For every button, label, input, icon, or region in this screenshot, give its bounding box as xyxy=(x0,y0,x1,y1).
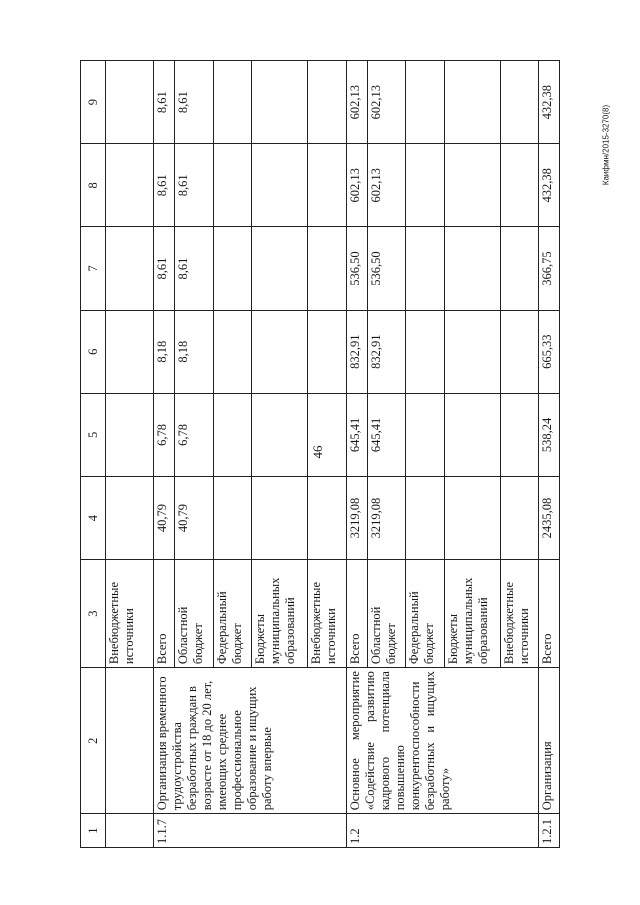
value-cell xyxy=(444,144,500,227)
name-cell: Организация xyxy=(539,668,560,814)
value-cell: 538,24 xyxy=(539,393,560,476)
header-cell: 4 xyxy=(81,477,106,560)
value-cell: 8,18 xyxy=(175,310,214,393)
value-cell: 602,13 xyxy=(346,61,367,144)
value-cell xyxy=(406,310,445,393)
value-cell: 602,13 xyxy=(367,61,406,144)
value-cell xyxy=(106,61,154,144)
name-cell: Основное мероприятие «Содействие развитию кадрового потенциала повышению конкурентоспособности безработных и ищущих работу» xyxy=(346,668,539,814)
value-cell xyxy=(500,227,539,310)
name-cell xyxy=(106,668,154,814)
header-cell: 6 xyxy=(81,310,106,393)
code-cell: 1.1.7 xyxy=(154,814,347,848)
header-cell: 7 xyxy=(81,227,106,310)
source-cell: Федеральный бюджет xyxy=(406,560,445,668)
value-cell xyxy=(213,393,252,476)
value-cell xyxy=(500,310,539,393)
value-cell: 8,61 xyxy=(154,61,175,144)
value-cell: 8,61 xyxy=(154,227,175,310)
value-cell: 536,50 xyxy=(346,227,367,310)
value-cell: 8,61 xyxy=(175,144,214,227)
value-cell: 602,13 xyxy=(367,144,406,227)
value-cell xyxy=(500,144,539,227)
source-cell: Внебюджетные источники xyxy=(500,560,539,668)
document-stamp: Каифмн/2015-3270(8) xyxy=(601,104,611,186)
header-row xyxy=(81,61,106,848)
value-cell xyxy=(444,393,500,476)
value-cell: 8,61 xyxy=(154,144,175,227)
source-cell: Федеральный бюджет xyxy=(213,560,252,668)
value-cell xyxy=(444,61,500,144)
code-cell: 1.2.1 xyxy=(539,814,560,848)
header-cell: 9 xyxy=(81,61,106,144)
value-cell: 536,50 xyxy=(367,227,406,310)
table-container xyxy=(80,60,560,848)
source-cell: Областной бюджет xyxy=(175,560,214,668)
value-cell: 432,38 xyxy=(539,144,560,227)
value-cell: 2435,08 xyxy=(539,477,560,560)
value-cell xyxy=(252,393,308,476)
source-cell: Всего xyxy=(346,560,367,668)
source-cell: Бюджеты муниципальных образований xyxy=(252,560,308,668)
source-cell: Внебюджетные источники xyxy=(106,560,154,668)
value-cell xyxy=(444,310,500,393)
source-cell: Бюджеты муниципальных образований xyxy=(444,560,500,668)
value-cell: 645,41 xyxy=(367,393,406,476)
value-cell xyxy=(406,227,445,310)
rotated-table-frame xyxy=(80,60,560,848)
table-row xyxy=(346,61,367,848)
value-cell: 3219,08 xyxy=(346,477,367,560)
value-cell xyxy=(213,144,252,227)
name-cell: Организация временного трудоустройства безработных граждан в возрасте от 18 до 20 лет, имеющих среднее профессиональное образование и ищущих работу впервые xyxy=(154,668,347,814)
value-cell: 40,79 xyxy=(154,477,175,560)
value-cell xyxy=(213,477,252,560)
value-cell xyxy=(106,393,154,476)
table-row xyxy=(154,61,175,848)
header-cell: 8 xyxy=(81,144,106,227)
value-cell xyxy=(308,393,347,476)
page-number: 46 xyxy=(310,445,325,459)
source-cell: Областной бюджет xyxy=(367,560,406,668)
value-cell xyxy=(406,477,445,560)
source-cell: Внебюджетные источники xyxy=(308,560,347,668)
header-cell: 2 xyxy=(81,668,106,814)
header-cell: 1 xyxy=(81,814,106,848)
value-cell: 832,91 xyxy=(346,310,367,393)
value-cell xyxy=(252,227,308,310)
value-cell: 6,78 xyxy=(154,393,175,476)
budget-table xyxy=(80,60,560,848)
value-cell xyxy=(213,310,252,393)
source-cell: Всего xyxy=(154,560,175,668)
value-cell xyxy=(308,227,347,310)
header-cell: 3 xyxy=(81,560,106,668)
value-cell xyxy=(308,310,347,393)
value-cell xyxy=(500,477,539,560)
code-cell: 1.2 xyxy=(346,814,539,848)
source-cell: Всего xyxy=(539,560,560,668)
value-cell xyxy=(406,393,445,476)
code-cell xyxy=(106,814,154,848)
value-cell: 8,61 xyxy=(175,227,214,310)
value-cell: 645,41 xyxy=(346,393,367,476)
value-cell xyxy=(252,61,308,144)
table-row xyxy=(539,61,560,848)
value-cell xyxy=(106,227,154,310)
header-cell: 5 xyxy=(81,393,106,476)
value-cell xyxy=(252,310,308,393)
value-cell xyxy=(406,61,445,144)
value-cell: 832,91 xyxy=(367,310,406,393)
value-cell xyxy=(500,393,539,476)
value-cell: 432,38 xyxy=(539,61,560,144)
value-cell: 665,33 xyxy=(539,310,560,393)
value-cell: 602,13 xyxy=(346,144,367,227)
value-cell xyxy=(213,61,252,144)
value-cell xyxy=(308,61,347,144)
value-cell: 3219,08 xyxy=(367,477,406,560)
value-cell xyxy=(500,61,539,144)
value-cell xyxy=(444,227,500,310)
value-cell: 6,78 xyxy=(175,393,214,476)
value-cell xyxy=(308,144,347,227)
value-cell xyxy=(252,144,308,227)
value-cell: 366,75 xyxy=(539,227,560,310)
value-cell: 40,79 xyxy=(175,477,214,560)
value-cell xyxy=(106,310,154,393)
value-cell xyxy=(308,477,347,560)
value-cell xyxy=(252,477,308,560)
value-cell xyxy=(444,477,500,560)
value-cell xyxy=(106,477,154,560)
table-row xyxy=(106,61,154,848)
value-cell: 8,61 xyxy=(175,61,214,144)
value-cell xyxy=(406,144,445,227)
value-cell: 8,18 xyxy=(154,310,175,393)
value-cell xyxy=(213,227,252,310)
value-cell xyxy=(106,144,154,227)
